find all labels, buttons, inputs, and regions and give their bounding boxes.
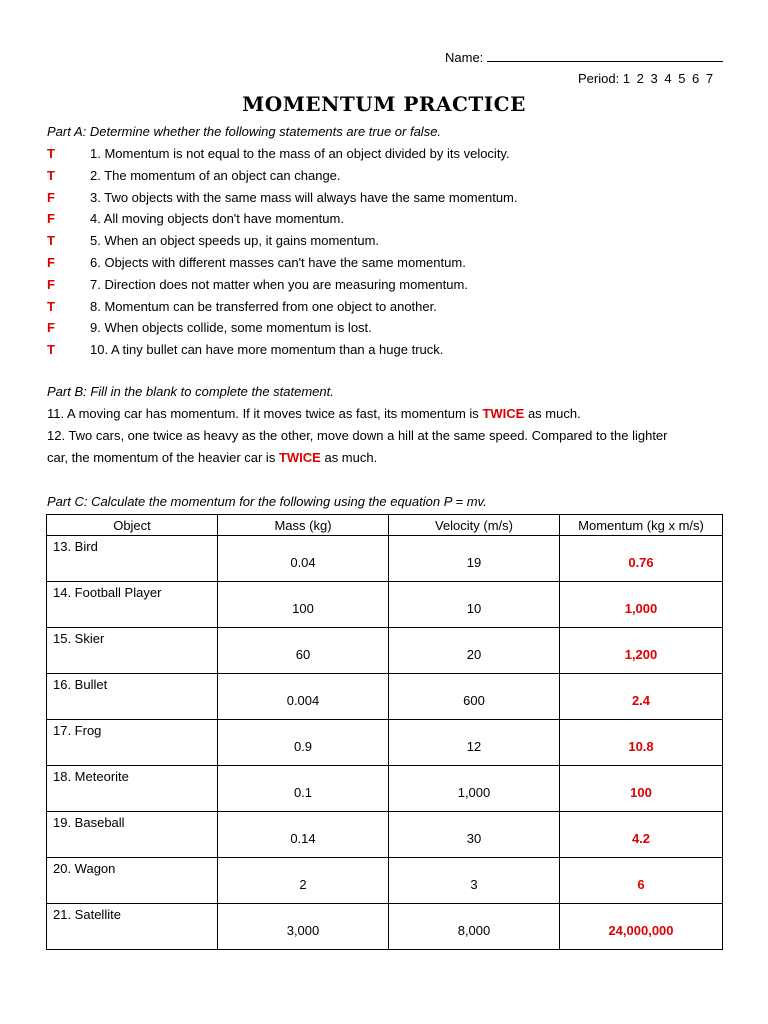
- table-row: [47, 720, 723, 766]
- mass-cell: 100: [218, 582, 389, 628]
- momentum-answer-cell: 4.2: [560, 812, 723, 858]
- true-false-answer: F: [47, 189, 55, 205]
- true-false-statement: 10. A tiny bullet can have more momentum than a huge truck.: [90, 342, 444, 358]
- velocity-cell: 10: [389, 582, 560, 628]
- object-cell: 16. Bullet: [47, 674, 218, 720]
- question-11-answer: TWICE: [482, 406, 525, 421]
- table-row: [47, 628, 723, 674]
- velocity-cell: 20: [389, 628, 560, 674]
- part-c-instruction: Part C: Calculate the momentum for the following using the equation P = mv.: [47, 494, 487, 509]
- true-false-statement: 7. Direction does not matter when you are measuring momentum.: [90, 276, 468, 292]
- part-a-instruction: Part A: Determine whether the following statements are true or false.: [47, 124, 442, 139]
- true-false-answer: F: [47, 255, 55, 270]
- page-title: MOMENTUM PRACTICE: [242, 92, 526, 116]
- table-body: [47, 536, 723, 950]
- object-cell: 18. Meteorite: [47, 766, 218, 812]
- object-cell: 15. Skier: [47, 628, 218, 674]
- velocity-cell: 8,000: [389, 904, 560, 950]
- object-cell: 20. Wagon: [47, 858, 218, 904]
- true-false-answer: T: [47, 342, 55, 358]
- velocity-cell: 3: [389, 858, 560, 904]
- object-cell: 21. Satellite: [47, 904, 218, 950]
- true-false-statement: 5. When an object speeds up, it gains momentum.: [90, 233, 380, 249]
- question-11-text: 11. A moving car has momentum. If it moves twice as fast, its momentum is: [47, 406, 479, 421]
- object-cell: 14. Football Player: [47, 582, 218, 628]
- period-label: Period:: [578, 71, 620, 86]
- name-blank-line: [487, 49, 723, 62]
- mass-cell: 60: [218, 628, 389, 674]
- momentum-answer-cell: 0.76: [560, 536, 723, 582]
- period-numbers: 1 2 3 4 5 6 7: [622, 71, 714, 86]
- true-false-statement: 4. All moving objects don't have momentum.: [90, 211, 344, 227]
- part-b-instruction: Part B: Fill in the blank to complete the statement.: [47, 384, 334, 399]
- mass-cell: 3,000: [218, 904, 389, 950]
- object-cell: 19. Baseball: [47, 812, 218, 858]
- question-12-line-2: [47, 450, 377, 465]
- true-false-statement: 6. Objects with different masses can't have the same momentum.: [90, 255, 466, 270]
- velocity-cell: 600: [389, 674, 560, 720]
- name-field: [445, 49, 723, 65]
- table-row: [47, 766, 723, 812]
- velocity-cell: 12: [389, 720, 560, 766]
- velocity-cell: 19: [389, 536, 560, 582]
- momentum-answer-cell: 6: [560, 858, 723, 904]
- question-12-answer: TWICE: [278, 450, 321, 465]
- momentum-answer-cell: 1,200: [560, 628, 723, 674]
- momentum-table: [46, 514, 723, 950]
- question-12-line-1: 12. Two cars, one twice as heavy as the other, move down a hill at the same speed. Compared to the lighter: [47, 428, 668, 443]
- momentum-answer-cell: 2.4: [560, 674, 723, 720]
- velocity-cell: 30: [389, 812, 560, 858]
- velocity-cell: 1,000: [389, 766, 560, 812]
- true-false-answer: F: [47, 320, 55, 336]
- true-false-statement: 8. Momentum can be transferred from one object to another.: [90, 298, 437, 314]
- mass-cell: 0.1: [218, 766, 389, 812]
- object-cell: 13. Bird: [47, 536, 218, 582]
- momentum-answer-cell: 10.8: [560, 720, 723, 766]
- column-header-velocity: Velocity (m/s): [389, 515, 560, 536]
- period-field: [578, 71, 713, 86]
- mass-cell: 2: [218, 858, 389, 904]
- column-header-momentum: Momentum (kg x m/s): [560, 515, 723, 536]
- true-false-answer: F: [47, 211, 55, 227]
- true-false-answer: F: [47, 276, 55, 292]
- table-row: [47, 582, 723, 628]
- true-false-answer: T: [47, 298, 55, 314]
- column-header-object: Object: [47, 515, 218, 536]
- true-false-statement: 1. Momentum is not equal to the mass of an object divided by its velocity.: [90, 146, 510, 161]
- true-false-answer: T: [47, 233, 55, 249]
- table-row: [47, 858, 723, 904]
- column-header-mass: Mass (kg): [218, 515, 389, 536]
- table-row: [47, 904, 723, 950]
- question-11-suffix: as much.: [527, 406, 581, 421]
- momentum-answer-cell: 1,000: [560, 582, 723, 628]
- question-12-suffix: as much.: [324, 450, 378, 465]
- mass-cell: 0.9: [218, 720, 389, 766]
- mass-cell: 0.04: [218, 536, 389, 582]
- table-row: [47, 674, 723, 720]
- mass-cell: 0.004: [218, 674, 389, 720]
- true-false-answer: T: [47, 167, 55, 183]
- name-label: Name:: [445, 50, 484, 65]
- mass-cell: 0.14: [218, 812, 389, 858]
- question-11: [47, 406, 581, 421]
- true-false-answer: T: [47, 146, 55, 161]
- momentum-answer-cell: 100: [560, 766, 723, 812]
- true-false-statement: 2. The momentum of an object can change.: [90, 167, 341, 183]
- question-12-text: car, the momentum of the heavier car is: [47, 450, 276, 465]
- true-false-statement: 9. When objects collide, some momentum is lost.: [90, 320, 372, 336]
- table-row: [47, 536, 723, 582]
- table-header-row: [47, 515, 723, 536]
- table-row: [47, 812, 723, 858]
- object-cell: 17. Frog: [47, 720, 218, 766]
- true-false-statement: 3. Two objects with the same mass will always have the same momentum.: [90, 189, 518, 205]
- momentum-answer-cell: 24,000,000: [560, 904, 723, 950]
